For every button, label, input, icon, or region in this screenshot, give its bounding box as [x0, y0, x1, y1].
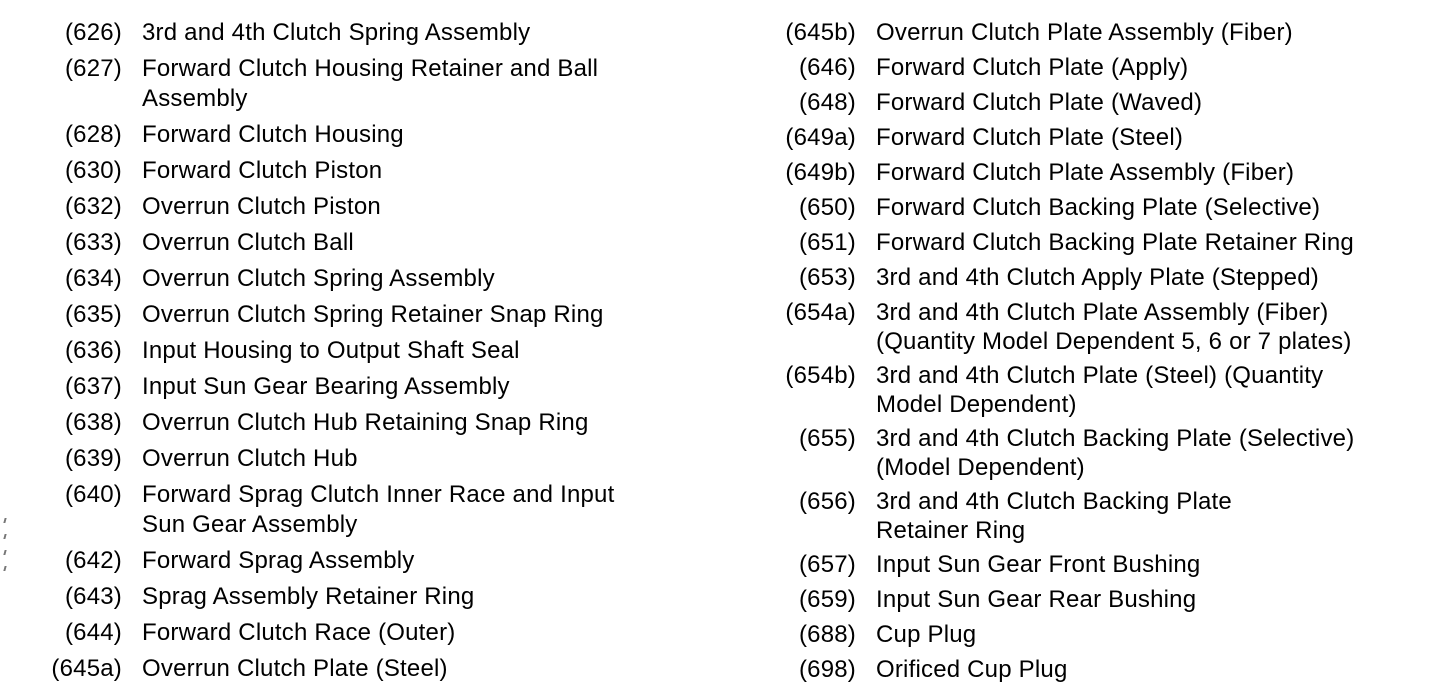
part-description: 3rd and 4th Clutch Apply Plate (Stepped) — [876, 264, 1319, 291]
list-item — [766, 298, 1446, 356]
list-item — [766, 88, 1446, 118]
list-item — [32, 18, 722, 48]
list-item — [32, 192, 722, 222]
part-description: 3rd and 4th Clutch Plate Assembly (Fiber) (Quantity Model Dependent 5, 6 or 7 plates) — [876, 299, 1352, 355]
part-number: (636) — [64, 337, 122, 364]
list-item — [32, 654, 722, 684]
part-number: (650) — [798, 194, 856, 221]
part-description: Input Sun Gear Front Bushing — [876, 551, 1201, 578]
list-item — [32, 54, 722, 114]
part-description: Input Sun Gear Rear Bushing — [876, 586, 1197, 613]
list-item — [766, 53, 1446, 83]
part-description: Forward Sprag Clutch Inner Race and Input Sun Gear Assembly — [142, 481, 615, 538]
part-description: Forward Clutch Housing — [142, 121, 404, 148]
part-number: (626) — [64, 19, 122, 46]
part-number: (627) — [64, 55, 122, 82]
part-number: (640) — [64, 481, 122, 508]
list-item — [766, 123, 1446, 153]
part-number: (657) — [798, 551, 856, 578]
part-number: (646) — [798, 54, 856, 81]
list-item — [766, 18, 1446, 48]
list-item — [32, 480, 722, 540]
list-item — [766, 228, 1446, 258]
part-number: (654b) — [785, 362, 856, 389]
part-description: 3rd and 4th Clutch Backing Plate Retainer Ring — [876, 488, 1232, 544]
list-item — [766, 620, 1446, 650]
part-number: (633) — [64, 229, 122, 256]
list-item — [766, 550, 1446, 580]
part-description: Overrun Clutch Plate Assembly (Fiber) — [876, 19, 1293, 46]
list-item — [32, 156, 722, 186]
scan-mark — [3, 566, 6, 571]
scan-artifact-marks — [4, 518, 8, 584]
list-item — [32, 444, 722, 474]
part-number: (634) — [64, 265, 122, 292]
list-item — [32, 618, 722, 648]
part-description: Overrun Clutch Spring Assembly — [142, 265, 495, 292]
part-description: Overrun Clutch Ball — [142, 229, 354, 256]
list-item — [32, 120, 722, 150]
list-item — [32, 408, 722, 438]
part-description: 3rd and 4th Clutch Plate (Steel) (Quantity Model Dependent) — [876, 362, 1324, 418]
part-number: (659) — [798, 586, 856, 613]
list-item — [766, 585, 1446, 615]
list-item — [766, 158, 1446, 188]
part-number: (651) — [798, 229, 856, 256]
part-description: Overrun Clutch Piston — [142, 193, 381, 220]
list-item — [766, 655, 1446, 685]
list-item — [32, 372, 722, 402]
part-description: Forward Sprag Assembly — [142, 547, 415, 574]
part-description: Forward Clutch Backing Plate Retainer Ring — [876, 229, 1354, 256]
parts-list-left-column — [32, 18, 722, 690]
part-number: (688) — [798, 621, 856, 648]
list-item — [32, 300, 722, 330]
part-number: (656) — [798, 488, 856, 515]
list-item — [766, 361, 1446, 419]
part-description: Orificed Cup Plug — [876, 656, 1068, 683]
part-number: (628) — [64, 121, 122, 148]
part-description: Forward Clutch Plate Assembly (Fiber) — [876, 159, 1295, 186]
list-item — [32, 546, 722, 576]
list-item — [766, 193, 1446, 223]
part-description: Input Housing to Output Shaft Seal — [142, 337, 520, 364]
part-number: (638) — [64, 409, 122, 436]
list-item — [766, 263, 1446, 293]
part-description: Cup Plug — [876, 621, 977, 648]
part-description: 3rd and 4th Clutch Spring Assembly — [142, 19, 531, 46]
list-item — [32, 228, 722, 258]
part-description: Overrun Clutch Hub — [142, 445, 358, 472]
part-description: Forward Clutch Piston — [142, 157, 383, 184]
part-number: (645b) — [785, 19, 856, 46]
part-number: (632) — [64, 193, 122, 220]
part-number: (644) — [64, 619, 122, 646]
list-item — [32, 264, 722, 294]
scan-mark — [3, 518, 6, 523]
list-item — [766, 487, 1446, 545]
part-number: (654a) — [785, 299, 856, 326]
part-description: Forward Clutch Plate (Steel) — [876, 124, 1184, 151]
part-number: (643) — [64, 583, 122, 610]
part-description: Input Sun Gear Bearing Assembly — [142, 373, 510, 400]
part-description: Overrun Clutch Hub Retaining Snap Ring — [142, 409, 589, 436]
part-number: (639) — [64, 445, 122, 472]
list-item — [32, 582, 722, 612]
part-number: (653) — [798, 264, 856, 291]
part-description: Sprag Assembly Retainer Ring — [142, 583, 475, 610]
part-description: Forward Clutch Plate (Waved) — [876, 89, 1203, 116]
part-number: (637) — [64, 373, 122, 400]
scan-mark — [3, 550, 6, 555]
list-item — [32, 336, 722, 366]
part-description: Forward Clutch Housing Retainer and Ball Assembly — [142, 55, 599, 112]
part-number: (635) — [64, 301, 122, 328]
part-description: Forward Clutch Race (Outer) — [142, 619, 456, 646]
part-description: Forward Clutch Backing Plate (Selective) — [876, 194, 1321, 221]
part-description: Overrun Clutch Plate (Steel) — [142, 655, 448, 682]
part-description: Overrun Clutch Spring Retainer Snap Ring — [142, 301, 604, 328]
part-number: (648) — [798, 89, 856, 116]
part-number: (655) — [798, 425, 856, 452]
part-description: Forward Clutch Plate (Apply) — [876, 54, 1189, 81]
part-number: (645a) — [51, 655, 122, 682]
parts-list-right-column — [766, 18, 1446, 690]
part-number: (649b) — [785, 159, 856, 186]
part-description: 3rd and 4th Clutch Backing Plate (Selective) (Model Dependent) — [876, 425, 1355, 481]
list-item — [766, 424, 1446, 482]
part-number: (649a) — [785, 124, 856, 151]
part-number: (698) — [798, 656, 856, 683]
scan-mark — [3, 534, 6, 539]
part-number: (642) — [64, 547, 122, 574]
part-number: (630) — [64, 157, 122, 184]
